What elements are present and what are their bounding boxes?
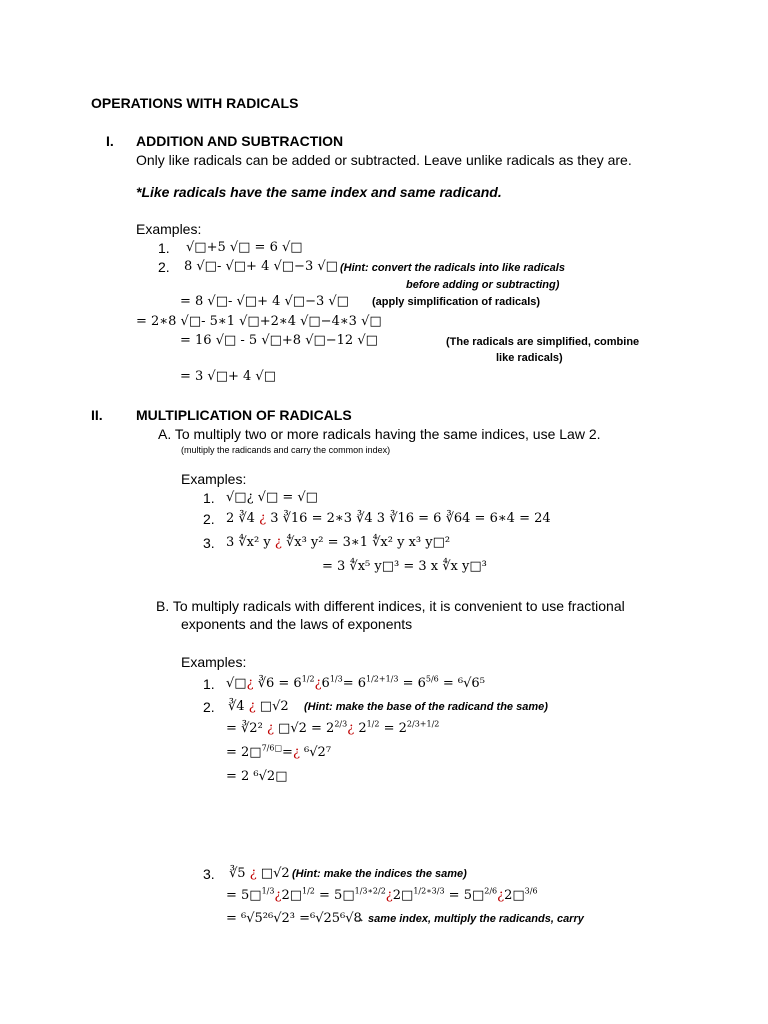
ex2-number: 2. bbox=[158, 259, 170, 275]
b3-step-3: = ⁶√5²⁶√2³ =⁶√25⁶√8 bbox=[226, 911, 362, 926]
b2-step-4: = 2 ⁶√2□ bbox=[226, 769, 288, 784]
examples-label-2: Examples: bbox=[181, 471, 247, 487]
section-2-numeral: II. bbox=[91, 407, 103, 423]
section-1-numeral: I. bbox=[106, 133, 114, 149]
ex2-step-3: = 2∗8 √□- 5∗1 √□+2∗4 √□−4∗3 √□ bbox=[136, 314, 382, 329]
ex2-step-4-note-line1: (The radicals are simplified, combine bbox=[446, 336, 640, 348]
ex2-step-4: = 16 √□ - 5 √□+8 √□−12 √□ bbox=[180, 333, 378, 348]
like-radicals-rule: *Like radicals have the same index and same radicand. bbox=[136, 184, 502, 200]
b2-step-2: = ∛2² ¿ □√2 = $2^{2/3}¿$ $2^{1/2} = 2^{2/3+1/2}$ bbox=[226, 719, 440, 736]
ex2-step-2: = 8 √□- √□+ 4 √□−3 √□ bbox=[180, 294, 349, 309]
section-1-intro: Only like radicals can be added or subtracted. Leave unlike radicals as they are. bbox=[136, 152, 632, 168]
examples-label-1: Examples: bbox=[136, 221, 202, 237]
b2-expression: ∛4 ¿ □√2 bbox=[228, 699, 289, 714]
part-a-statement: A. To multiply two or more radicals having the same indices, use Law 2. bbox=[158, 426, 601, 442]
ex2-step-4-note-line2: like radicals) bbox=[496, 352, 563, 364]
b3-number: 3. bbox=[203, 866, 215, 882]
b3-step-3-note: → same index, multiply the radicands, carry bbox=[354, 913, 584, 925]
part-b-statement-line2: exponents and the laws of exponents bbox=[181, 616, 413, 632]
b2-hint: (Hint: make the base of the radicand the same) bbox=[304, 701, 548, 713]
ex1-number: 1. bbox=[158, 240, 170, 256]
section-1-heading: ADDITION AND SUBTRACTION bbox=[136, 133, 344, 149]
part-a-note: (multiply the radicands and carry the common index) bbox=[181, 445, 391, 455]
b1-number: 1. bbox=[203, 676, 215, 692]
a3-expression-line2: = 3 ∜x⁵ y□³ = 3 x ∜x y□³ bbox=[322, 559, 487, 574]
a3-expression: 3 ∜x² y ¿ ∜x³ y² = 3∗1 ∜x² y x³ y□² bbox=[226, 535, 451, 550]
page-title: OPERATIONS WITH RADICALS bbox=[91, 95, 299, 111]
ex2-expression: 8 √□- √□+ 4 √□−3 √□ bbox=[184, 259, 338, 274]
b2-number: 2. bbox=[203, 699, 215, 715]
b3-step-2: = 5□$^{1/3}$¿2□$^{1/2}$ = 5□$^{1/3∗2/2}$¿2□$^{1/2∗3/3}$ = 5□$^{2/6}$¿2□$^{3/6}$ bbox=[226, 886, 538, 903]
b1-expression: √□¿ ∛6 = $6^{1/2}¿6^{1/3}= 6^{1/2+1/3} = 6^{5/6} = ^6√6^5$ bbox=[226, 674, 485, 691]
examples-label-3: Examples: bbox=[181, 654, 247, 670]
a3-number: 3. bbox=[203, 535, 215, 551]
part-b-statement-line1: B. To multiply radicals with different indices, it is convenient to use fractional bbox=[156, 598, 625, 614]
ex2-hint-line2: before adding or subtracting) bbox=[406, 279, 560, 291]
ex2-step-2-note: (apply simplification of radicals) bbox=[372, 296, 541, 308]
ex2-step-5: = 3 √□+ 4 √□ bbox=[180, 369, 276, 384]
b2-step-3: = 2□$^{7/6□}$=¿ ⁶√2⁷ bbox=[226, 743, 332, 760]
a2-expression: 2 ∛4 ¿ 3 ∛16 = 2∗3 ∛4 3 ∛16 = 6 ∛64 = 6∗4 = 24 bbox=[226, 511, 551, 526]
a1-number: 1. bbox=[203, 490, 215, 506]
section-2-heading: MULTIPLICATION OF RADICALS bbox=[136, 407, 352, 423]
a1-expression: √□¿ √□ = √□ bbox=[226, 490, 318, 505]
a2-number: 2. bbox=[203, 511, 215, 527]
ex2-hint-line1: (Hint: convert the radicals into like radicals bbox=[340, 262, 565, 274]
b3-expression: ∛5 ¿ □√2 bbox=[229, 866, 290, 881]
b3-hint: (Hint: make the indices the same) bbox=[292, 868, 467, 880]
ex1-expression: √□+5 √□ = 6 √□ bbox=[186, 240, 303, 255]
